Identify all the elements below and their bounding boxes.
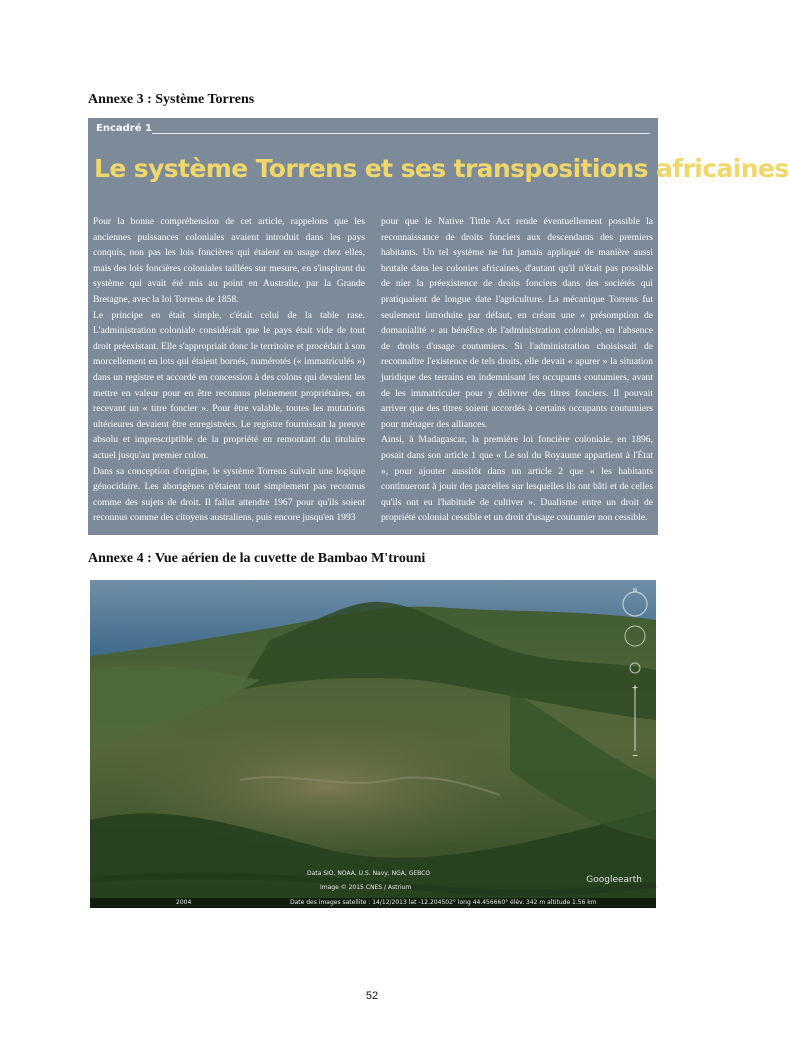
status-info: Date des images satellite : 14/12/2013 lat -12.204502° long 44.456660° élév. 342 m altitude 1.56 km [290, 899, 597, 906]
timeline-year: 2004 [176, 899, 192, 906]
paragraph: Le principe en était simple, c'était celui de la table rase. L'administration coloniale considérait que le pays était vide de tout droit préexistant. Elle s'appropriait donc le territoire et procédait à son morcellement en lots qui étaient bornés, numérotés (« immatriculés ») dans un registre et accordé en concession à des colons qui devaient les mettre en valeur pour en être reconnus pleinement propriétaires, en recevant un « titre foncier ». Pour être valable, toutes les mutations ultérieures devaient être enregistrées. Le registre fournissait la preuve absolu et imprescriptible de la propriété en remontant du titulaire actuel jusqu'au premier colon. [93, 309, 365, 461]
navigation-controls[interactable] [620, 586, 650, 766]
look-joystick-icon [625, 626, 645, 646]
google-earth-logo [586, 871, 642, 886]
box-column-right [381, 214, 653, 526]
annex-4-heading: Annexe 4 : Vue aérien de la cuvette de Bambao M'trouni [88, 551, 426, 566]
logo-main: Google [586, 875, 618, 885]
box-divider [152, 133, 650, 134]
paragraph: Dans sa conception d'origine, le système Torrens suivait une logique génocidaire. Les aborigènes n'étaient tout simplement pas reconnus comme des sujets de droit. Il fallut attendre 1967 pour qu'ils soient reconnus comme des citoyens australiens, puis encore jusqu'en 1993 [93, 465, 365, 524]
data-credit: Data SIO, NOAA, U.S. Navy, NGA, GEBCO [307, 870, 431, 877]
svg-text:N: N [633, 588, 637, 594]
paragraph: Pour la bonne compréhension de cet article, rappelons que les anciennes puissances coloniales avaient introduit dans les pays conquis, non pas les lois foncières qui étaient en usage chez elles, mais des lois foncières coloniales taillées sur mesure, en s'inspirant du système qui avait été mis au point en Australie, par la Grande Bretagne, avec la loi Torrens de 1858. [93, 216, 365, 305]
box-label: Encadré 1 [96, 123, 152, 134]
paragraph: pour que le Native Tittle Act rende éventuellement possible la reconnaissance de droits fonciers aux descendants des premiers habitants. Un tel système ne fut jamais appliqué de manière aussi brutale dans les colonies africaines, d'autant qu'il n'était pas possible de nier la préexistence de droits fonciers dans des sociétés qui pratiquaient de longue date l'agriculture. La mécanique Torrens fut seulement introduite par défaut, en créant une « présomption de domanialité » au bénéfice de l'administration coloniale, en l'absence de droits d'usage coutumiers. Si l'administration choisissait de reconnaître l'existence de tels droits, elle devait « apurer » la situation juridique des terrains en indemnisant les occupants coutumiers, avant de les immatriculer pour y délivrer des titres fonciers. Il pouvait arriver que des titres soient accordés à certains occupants coutumiers pour ménager des alliances. [381, 216, 653, 430]
logo-sub: earth [618, 875, 642, 885]
image-credit: Image © 2015 CNES / Astrium [320, 884, 412, 891]
box-column-left [93, 214, 365, 526]
paragraph: Ainsi, à Madagascar, la première loi foncière coloniale, en 1896, posait dans son article 1 que « Le sol du Royaume appartient à l'État », pour ajouter aussitôt dans un article 2 que « les habitants continueront à jouir des parcelles sur lesquelles ils ont bâti et de celles qu'ils ont eu l'habitude de cultiver ». Dualisme entre un droit de propriété colonial cessible et un droit d'usage coutumier non cessible. [381, 434, 653, 524]
aerial-photo [90, 580, 656, 908]
zoom-out-icon: − [631, 751, 639, 760]
page-number: 52 [365, 990, 379, 1002]
box-title: Le système Torrens et ses transpositions africaines [94, 154, 789, 183]
aerial-landscape [90, 580, 656, 908]
person-icon [630, 663, 640, 673]
status-bar [90, 898, 656, 908]
annex-3-heading: Annexe 3 : Système Torrens [88, 92, 255, 107]
torrens-text-box [88, 118, 789, 535]
zoom-in-icon: + [631, 683, 639, 692]
compass-ring-icon [623, 592, 647, 616]
